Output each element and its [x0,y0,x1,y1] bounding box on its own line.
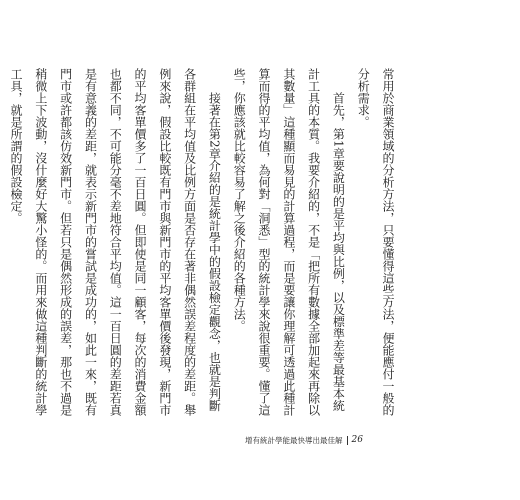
page-footer [245,433,363,447]
paragraph-3: 接著在第2章介紹的是統計學中的假設檢定觀念，也就是判斷各群組在平均值及比例方面是否存在著非偶然誤差程度的差距。舉例來說，假設比較既有門市與新門市的平均客單價後發現，新門市的平均客單價多了一百日圓。但即使是同一顧客，每次的消費金額也都不同，不可能分毫不差地符合平均值。這一百日圓的差距若真是有意義的差距，就表示新門市的嘗試是成功的，如此一來，既有門市或許都該仿效新門市。但若只是偶然形成的誤差，那也不過是稍微上下波動，沒什麼好大驚小怪的。而用來做這種判斷的統計學工具，就是所謂的假設檢定。 [9,68,222,416]
page-number: 26 [351,435,363,445]
body-text [9,68,400,420]
paragraph-1: 常用於商業領域的分析方法，只要懂得這些方法，便能應付一般的分析需求。 [356,68,395,416]
running-title: 增有統計學能最快導出最佳解 [245,435,343,445]
paragraph-2: 首先，第1章要說明的是平均與比例，以及標準差等最基本統計工具的本質。我要介紹的，不是「把所有數據全部加起來再除以其數量」這種顯而易見的計算過程，而是要讓你理解可透過此種計算而得的平均值，為何對「洞悉」型的統計學來說很重要。懂了這些，你應該就比較容易了解之後介紹的各種方法。 [232,68,346,416]
footer-divider [347,436,348,445]
